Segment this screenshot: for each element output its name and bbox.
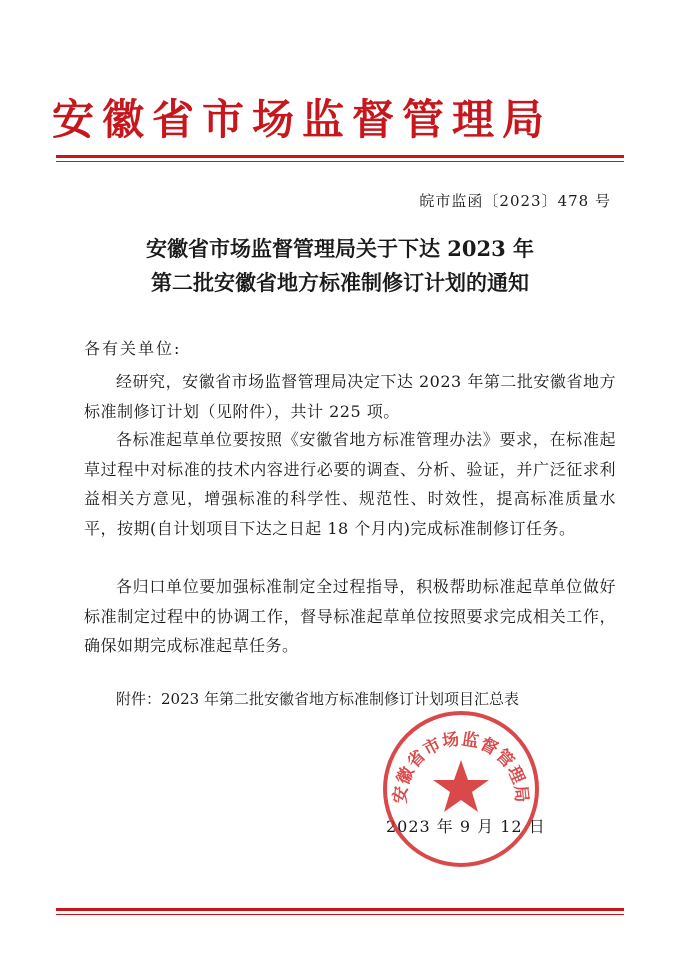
footer-divider-thin xyxy=(56,914,624,915)
document-title-line-1: 安徽省市场监督管理局关于下达 2023 年 xyxy=(145,236,535,261)
footer-divider-thick xyxy=(56,908,624,911)
official-seal-icon xyxy=(380,708,542,870)
header-divider-thin xyxy=(56,161,624,162)
body-paragraph-1: 经研究，安徽省市场监督管理局决定下达 2023 年第二批安徽省地方标准制修订计划（见附件），共计 225 项。 xyxy=(84,372,616,421)
body-paragraph-3: 各归口单位要加强标准制定全过程指导，积极帮助标准起草单位做好标准制定过程中的协调工作，督导标准起草单位按照要求完成相关工作，确保如期完成标准起草任务。 xyxy=(84,577,616,655)
svg-text:安徽省市场监督管理局: 安徽省市场监督管理局 xyxy=(390,729,532,805)
issue-date: 2023 年 9 月 12 日 xyxy=(386,817,546,836)
attachment-note: 附件：2023 年第二批安徽省地方标准制修订计划项目汇总表 xyxy=(116,690,519,708)
header-divider-thick xyxy=(56,155,624,158)
document-number: 皖市监函〔2023〕478 号 xyxy=(419,192,611,210)
document-title xyxy=(56,232,624,300)
agency-header: 安徽省市场监督管理局 xyxy=(52,95,553,144)
document-title-line-2: 第二批安徽省地方标准制修订计划的通知 xyxy=(151,270,529,295)
body-paragraph-2: 各标准起草单位要按照《安徽省地方标准管理办法》要求，在标准起草过程中对标准的技术内容进行必要的调查、分析、验证，并广泛征求利益相关方意见，增强标准的科学性、规范性、时效性，提高标准质量水平，按期(自计划项目下达之日起 18 个月内)完成标准制修订任务。 xyxy=(84,430,616,538)
salutation: 各有关单位: xyxy=(84,339,182,358)
